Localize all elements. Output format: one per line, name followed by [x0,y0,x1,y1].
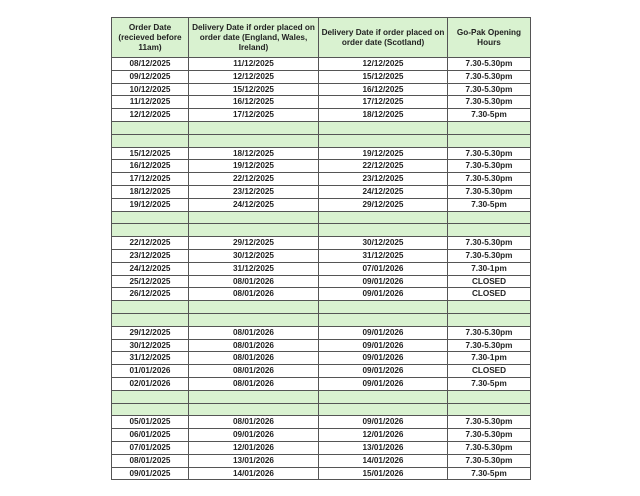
header-delivery-scotland: Delivery Date if order placed on order date (Scotland) [319,18,448,58]
opening-hours-cell: 7.30-5.30pm [448,326,531,339]
order-date-cell: 15/12/2025 [112,147,189,160]
delivery-scotland-cell: 31/12/2025 [319,249,448,262]
delivery-scotland-cell: 12/01/2026 [319,429,448,442]
table-row [112,249,531,262]
opening-hours-cell: 7.30-5.30pm [448,441,531,454]
table-row [112,326,531,339]
delivery-ewi-cell: 22/12/2025 [189,173,319,186]
separator-cell [448,211,531,224]
order-date-cell: 09/01/2025 [112,467,189,480]
order-date-cell: 25/12/2025 [112,275,189,288]
table-row [112,275,531,288]
order-date-cell: 08/12/2025 [112,58,189,71]
delivery-ewi-cell: 08/01/2026 [189,326,319,339]
separator-cell [189,134,319,147]
separator-cell [112,313,189,326]
opening-hours-cell: 7.30-5pm [448,467,531,480]
table-row [112,147,531,160]
delivery-ewi-cell: 17/12/2025 [189,109,319,122]
opening-hours-cell: 7.30-5.30pm [448,339,531,352]
table-row [112,365,531,378]
delivery-scotland-cell: 30/12/2025 [319,237,448,250]
order-date-cell: 11/12/2025 [112,96,189,109]
separator-row [112,224,531,237]
order-date-cell: 01/01/2026 [112,365,189,378]
order-date-cell: 02/01/2026 [112,377,189,390]
delivery-ewi-cell: 13/01/2026 [189,454,319,467]
table-row [112,109,531,122]
separator-cell [112,134,189,147]
delivery-ewi-cell: 14/01/2026 [189,467,319,480]
order-date-cell: 07/01/2025 [112,441,189,454]
delivery-scotland-cell: 09/01/2026 [319,365,448,378]
order-date-cell: 31/12/2025 [112,352,189,365]
separator-cell [189,301,319,314]
separator-cell [112,211,189,224]
table-row [112,454,531,467]
delivery-scotland-cell: 24/12/2025 [319,185,448,198]
separator-cell [112,224,189,237]
table-body [112,58,531,480]
opening-hours-cell: 7.30-5.30pm [448,160,531,173]
delivery-ewi-cell: 12/12/2025 [189,70,319,83]
separator-cell [112,301,189,314]
order-date-cell: 10/12/2025 [112,83,189,96]
order-date-cell: 22/12/2025 [112,237,189,250]
table-row [112,237,531,250]
table-row [112,377,531,390]
header-opening-hours: Go-Pak Opening Hours [448,18,531,58]
delivery-scotland-cell: 09/01/2026 [319,288,448,301]
order-date-cell: 30/12/2025 [112,339,189,352]
delivery-scotland-cell: 09/01/2026 [319,339,448,352]
delivery-scotland-cell: 17/12/2025 [319,96,448,109]
separator-cell [319,121,448,134]
table-row [112,262,531,275]
table-row [112,70,531,83]
separator-row [112,134,531,147]
separator-cell [189,390,319,403]
separator-cell [189,313,319,326]
delivery-scotland-cell: 16/12/2025 [319,83,448,96]
separator-cell [319,313,448,326]
opening-hours-cell: 7.30-5.30pm [448,173,531,186]
table-row [112,429,531,442]
delivery-ewi-cell: 31/12/2025 [189,262,319,275]
delivery-ewi-cell: 08/01/2026 [189,377,319,390]
table-row [112,339,531,352]
delivery-scotland-cell: 09/01/2026 [319,352,448,365]
separator-cell [189,403,319,416]
delivery-ewi-cell: 08/01/2026 [189,416,319,429]
delivery-ewi-cell: 12/01/2026 [189,441,319,454]
opening-hours-cell: CLOSED [448,275,531,288]
delivery-schedule-table [111,17,531,480]
order-date-cell: 09/12/2025 [112,70,189,83]
delivery-scotland-cell: 09/01/2026 [319,275,448,288]
opening-hours-cell: 7.30-5pm [448,109,531,122]
delivery-ewi-cell: 08/01/2026 [189,339,319,352]
delivery-scotland-cell: 15/01/2026 [319,467,448,480]
order-date-cell: 17/12/2025 [112,173,189,186]
delivery-scotland-cell: 23/12/2025 [319,173,448,186]
header-delivery-england-wales-ireland: Delivery Date if order placed on order date (England, Wales, Ireland) [189,18,319,58]
opening-hours-cell: CLOSED [448,288,531,301]
separator-cell [112,403,189,416]
order-date-cell: 16/12/2025 [112,160,189,173]
header-row [112,18,531,58]
opening-hours-cell: 7.30-5.30pm [448,147,531,160]
separator-cell [112,390,189,403]
opening-hours-cell: 7.30-5.30pm [448,237,531,250]
separator-cell [189,224,319,237]
separator-row [112,211,531,224]
delivery-ewi-cell: 30/12/2025 [189,249,319,262]
opening-hours-cell: CLOSED [448,365,531,378]
separator-cell [189,121,319,134]
delivery-scotland-cell: 14/01/2026 [319,454,448,467]
delivery-scotland-cell: 29/12/2025 [319,198,448,211]
separator-cell [319,134,448,147]
separator-cell [319,403,448,416]
delivery-scotland-cell: 09/01/2026 [319,326,448,339]
opening-hours-cell: 7.30-5.30pm [448,416,531,429]
delivery-ewi-cell: 23/12/2025 [189,185,319,198]
delivery-ewi-cell: 18/12/2025 [189,147,319,160]
delivery-scotland-cell: 07/01/2026 [319,262,448,275]
table-row [112,185,531,198]
opening-hours-cell: 7.30-5.30pm [448,58,531,71]
order-date-cell: 26/12/2025 [112,288,189,301]
table-row [112,160,531,173]
separator-cell [319,390,448,403]
table-row [112,96,531,109]
opening-hours-cell: 7.30-5.30pm [448,429,531,442]
delivery-scotland-cell: 09/01/2026 [319,416,448,429]
table-row [112,441,531,454]
table-row [112,352,531,365]
delivery-scotland-cell: 22/12/2025 [319,160,448,173]
order-date-cell: 18/12/2025 [112,185,189,198]
delivery-scotland-cell: 09/01/2026 [319,377,448,390]
separator-cell [448,390,531,403]
separator-row [112,301,531,314]
opening-hours-cell: 7.30-5.30pm [448,83,531,96]
separator-cell [448,301,531,314]
delivery-ewi-cell: 29/12/2025 [189,237,319,250]
opening-hours-cell: 7.30-5pm [448,377,531,390]
delivery-ewi-cell: 08/01/2026 [189,352,319,365]
delivery-ewi-cell: 09/01/2026 [189,429,319,442]
order-date-cell: 23/12/2025 [112,249,189,262]
opening-hours-cell: 7.30-5pm [448,198,531,211]
delivery-scotland-cell: 12/12/2025 [319,58,448,71]
opening-hours-cell: 7.30-5.30pm [448,185,531,198]
delivery-scotland-cell: 13/01/2026 [319,441,448,454]
table-row [112,288,531,301]
delivery-ewi-cell: 15/12/2025 [189,83,319,96]
delivery-ewi-cell: 16/12/2025 [189,96,319,109]
opening-hours-cell: 7.30-1pm [448,262,531,275]
order-date-cell: 29/12/2025 [112,326,189,339]
separator-cell [189,211,319,224]
separator-cell [448,313,531,326]
delivery-scotland-cell: 15/12/2025 [319,70,448,83]
separator-row [112,390,531,403]
delivery-ewi-cell: 08/01/2026 [189,275,319,288]
separator-cell [448,121,531,134]
delivery-scotland-cell: 18/12/2025 [319,109,448,122]
order-date-cell: 08/01/2025 [112,454,189,467]
table-row [112,198,531,211]
order-date-cell: 24/12/2025 [112,262,189,275]
order-date-cell: 19/12/2025 [112,198,189,211]
opening-hours-cell: 7.30-1pm [448,352,531,365]
order-date-cell: 06/01/2025 [112,429,189,442]
opening-hours-cell: 7.30-5.30pm [448,249,531,262]
separator-cell [112,121,189,134]
delivery-ewi-cell: 08/01/2026 [189,288,319,301]
header-order-date: Order Date (recieved before 11am) [112,18,189,58]
separator-cell [448,403,531,416]
delivery-scotland-cell: 19/12/2025 [319,147,448,160]
separator-row [112,313,531,326]
separator-cell [319,224,448,237]
order-date-cell: 12/12/2025 [112,109,189,122]
delivery-ewi-cell: 24/12/2025 [189,198,319,211]
separator-row [112,121,531,134]
separator-cell [319,301,448,314]
opening-hours-cell: 7.30-5.30pm [448,70,531,83]
separator-cell [448,224,531,237]
opening-hours-cell: 7.30-5.30pm [448,454,531,467]
opening-hours-cell: 7.30-5.30pm [448,96,531,109]
separator-cell [319,211,448,224]
delivery-ewi-cell: 19/12/2025 [189,160,319,173]
order-date-cell: 05/01/2025 [112,416,189,429]
delivery-ewi-cell: 11/12/2025 [189,58,319,71]
separator-row [112,403,531,416]
delivery-ewi-cell: 08/01/2026 [189,365,319,378]
table-row [112,83,531,96]
table-row [112,416,531,429]
table-row [112,467,531,480]
table-row [112,173,531,186]
separator-cell [448,134,531,147]
table-row [112,58,531,71]
